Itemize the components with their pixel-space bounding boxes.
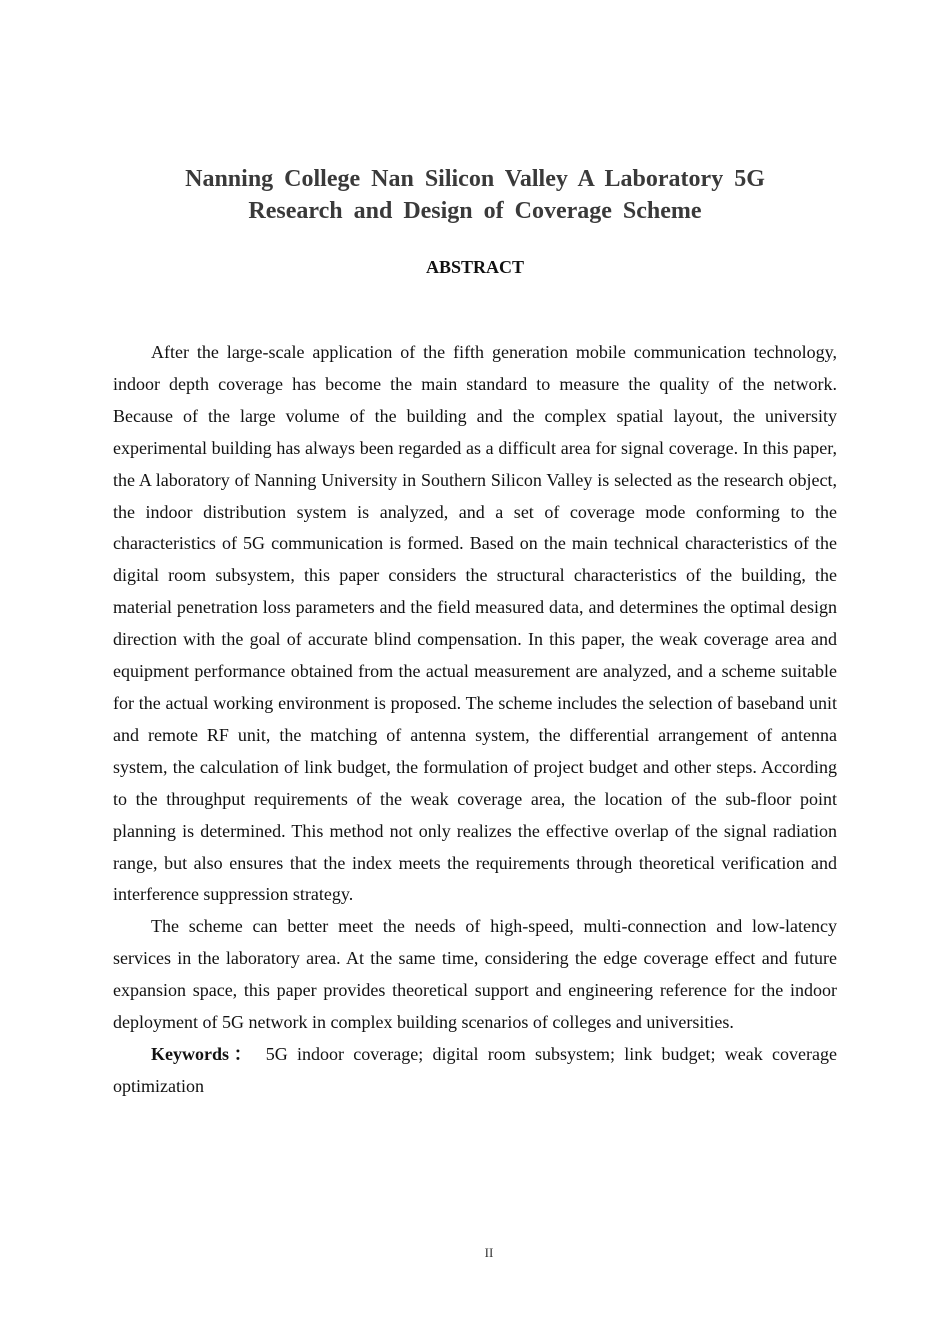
- paper-title-line-1: Nanning College Nan Silicon Valley A Laboratory 5G: [185, 166, 765, 192]
- keywords-label: Keywords：: [151, 1043, 257, 1064]
- abstract-paragraph-2: The scheme can better meet the needs of high-speed, multi-connection and low-latency services in the laboratory area. At the same time, considering the edge coverage effect and future expansion space, this paper provides theoretical support and engineering reference for the indoor deployment of 5G network in complex building scenarios of colleges and universities.: [113, 916, 837, 1033]
- paper-title: [113, 163, 837, 227]
- abstract-paragraph-1: After the large-scale application of the fifth generation mobile communication technology, indoor depth coverage has become the main standard to measure the quality of the network. Because of the large volume of the building and the complex spatial layout, the university experimental building has always been regarded as a difficult area for signal coverage. In this paper, the A laboratory of Nanning University in Southern Silicon Valley is selected as the research object, the indoor distribution system is analyzed, and a set of coverage mode conforming to the characteristics of 5G communication is formed. Based on the main technical characteristics of the digital room subsystem, this paper considers the structural characteristics of the building, the material penetration loss parameters and the field measured data, and determines the optimal design direction with the goal of accurate blind compensation. In this paper, the weak coverage area and equipment performance obtained from the actual measurement are analyzed, and a scheme suitable for the actual working environment is proposed. The scheme includes the selection of baseband unit and remote RF unit, the matching of antenna system, the differential arrangement of antenna system, the calculation of link budget, the formulation of project budget and other steps. According to the throughput requirements of the weak coverage area, the location of the sub-floor point planning is determined. This method not only realizes the effective overlap of the signal radiation range, but also ensures that the index meets the requirements through theoretical verification and interference suppression strategy.: [113, 342, 837, 905]
- page-number: II: [484, 1245, 494, 1260]
- keywords-paragraph: [113, 1039, 837, 1103]
- abstract-body: [113, 337, 837, 1103]
- paper-title-line-2: Research and Design of Coverage Scheme: [248, 198, 702, 224]
- abstract-heading: ABSTRACT: [425, 257, 525, 277]
- keywords-text: 5G indoor coverage; digital room subsystem; link budget; weak coverage optimization: [113, 1043, 837, 1096]
